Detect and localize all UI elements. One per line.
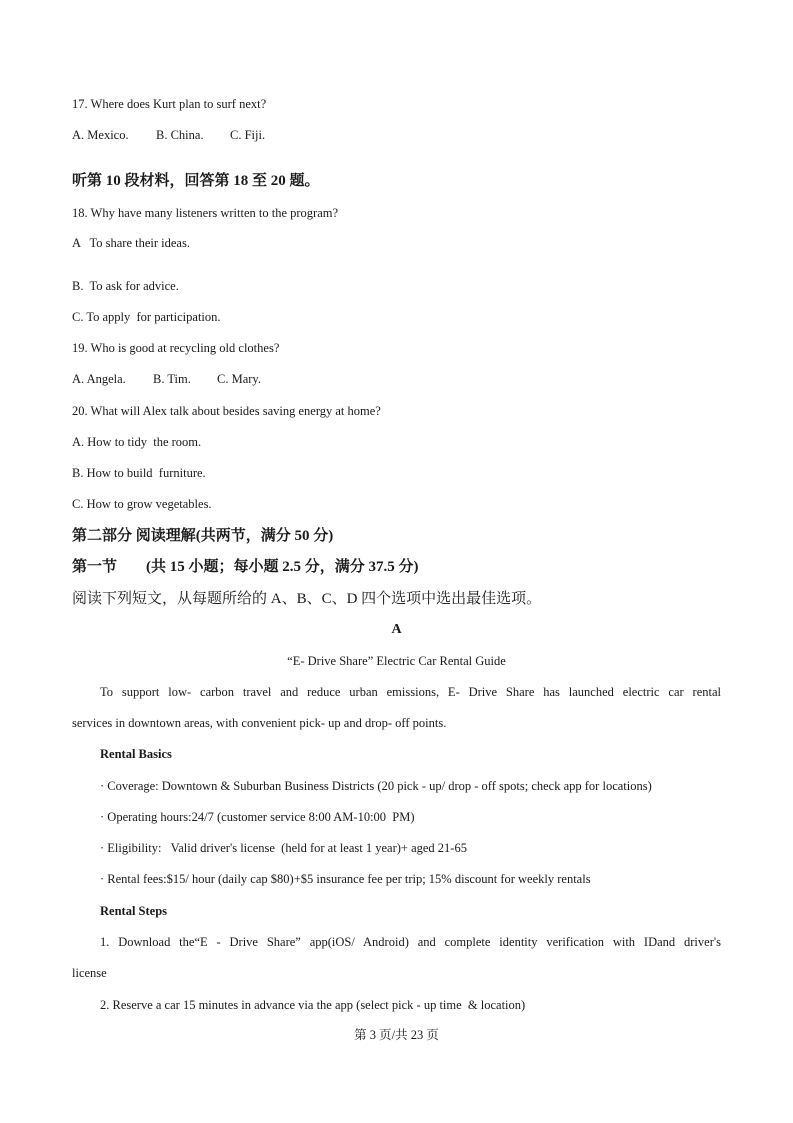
step-1-line-2: license — [72, 966, 107, 980]
option-c: C. Mary. — [217, 372, 261, 386]
question-20-option-a: A. How to tidy the room. — [72, 435, 202, 449]
question-18-option-a: A To share their ideas. — [72, 236, 190, 250]
question-17: 17. Where does Kurt plan to surf next? — [72, 97, 267, 111]
heading-text: 分，满分 — [304, 559, 365, 575]
basics-item-eligibility: · Eligibility: Valid driver's license (held for at least 1 year)+ aged 21-65 — [100, 841, 467, 855]
step-1-line-1: 1. Download the“E - Drive Share” app(iOS/ Android) and complete identity verification with IDand driver's — [100, 935, 721, 949]
question-20: 20. What will Alex talk about besides saving energy at home? — [72, 404, 381, 418]
heading-number: 20 — [270, 173, 286, 189]
passage-intro-line-2: services in downtown areas, with convenient pick- up and drop- off points. — [72, 716, 447, 730]
passage-intro-line-1: To support low- carbon travel and reduce urban emissions, E- Drive Share has launched electric car rental — [100, 685, 721, 699]
heading-text: 段材料，回答第 — [124, 173, 230, 189]
basics-item-hours: · Operating hours:24/7 (customer service 8:00 AM-10:00 PM) — [100, 810, 415, 824]
heading-number: 18 — [233, 173, 249, 189]
passage-letter: A — [391, 622, 402, 637]
question-17-options — [72, 127, 265, 143]
heading-text: (共 — [146, 559, 166, 575]
question-18: 18. Why have many listeners written to the program? — [72, 206, 339, 220]
section-10-heading — [72, 173, 320, 189]
rental-steps-heading: Rental Steps — [100, 904, 168, 918]
question-18-option-b: B. To ask for advice. — [72, 279, 179, 293]
basics-item-coverage: · Coverage: Downtown & Suburban Business Districts (20 pick - up/ drop - off spots; check app for locations) — [100, 779, 652, 793]
heading-text: 听第 — [72, 173, 103, 189]
option-b: B. China. — [156, 128, 204, 142]
question-18-option-c: C. To apply for participation. — [72, 310, 221, 324]
question-20-option-c: C. How to grow vegetables. — [72, 497, 212, 511]
heading-number: 10 — [105, 173, 121, 189]
heading-text: 题。 — [289, 173, 320, 189]
page-footer: 第 3 页/共 23 页 — [354, 1028, 439, 1042]
option-a: A. Mexico. — [72, 128, 129, 142]
passage-title: “E- Drive Share” Electric Car Rental Guide — [287, 654, 506, 668]
rental-basics-heading: Rental Basics — [100, 747, 172, 761]
basics-item-fees: · Rental fees:$15/ hour (daily cap $80)+$5 insurance fee per trip; 15% discount for weekly rentals — [100, 872, 591, 886]
heading-number: 15 — [169, 559, 185, 575]
question-20-option-b: B. How to build furniture. — [72, 466, 206, 480]
section-1-heading — [72, 559, 419, 575]
option-b: B. Tim. — [153, 372, 191, 386]
reading-instruction: 阅读下列短文，从每题所给的 A、B、C、D 四个选项中选出最佳选项。 — [72, 591, 542, 607]
heading-number: 50 — [294, 528, 310, 544]
question-19-options — [72, 371, 261, 387]
heading-text: 至 — [252, 173, 268, 189]
option-a: A. Angela. — [72, 372, 126, 386]
heading-text: 分) — [398, 559, 419, 575]
heading-text: 第二部分 阅读理解(共两节，满分 — [72, 528, 291, 544]
heading-label: 第一节 — [72, 559, 118, 575]
heading-text: 分) — [313, 528, 334, 544]
heading-text: 小题；每小题 — [188, 559, 279, 575]
option-c: C. Fiji. — [230, 128, 266, 142]
heading-number: 2.5 — [282, 559, 302, 575]
step-2: 2. Reserve a car 15 minutes in advance via the app (select pick - up time & location) — [100, 998, 526, 1012]
part-2-heading — [72, 528, 333, 544]
heading-number: 37.5 — [368, 559, 395, 575]
question-19: 19. Who is good at recycling old clothes? — [72, 341, 280, 355]
